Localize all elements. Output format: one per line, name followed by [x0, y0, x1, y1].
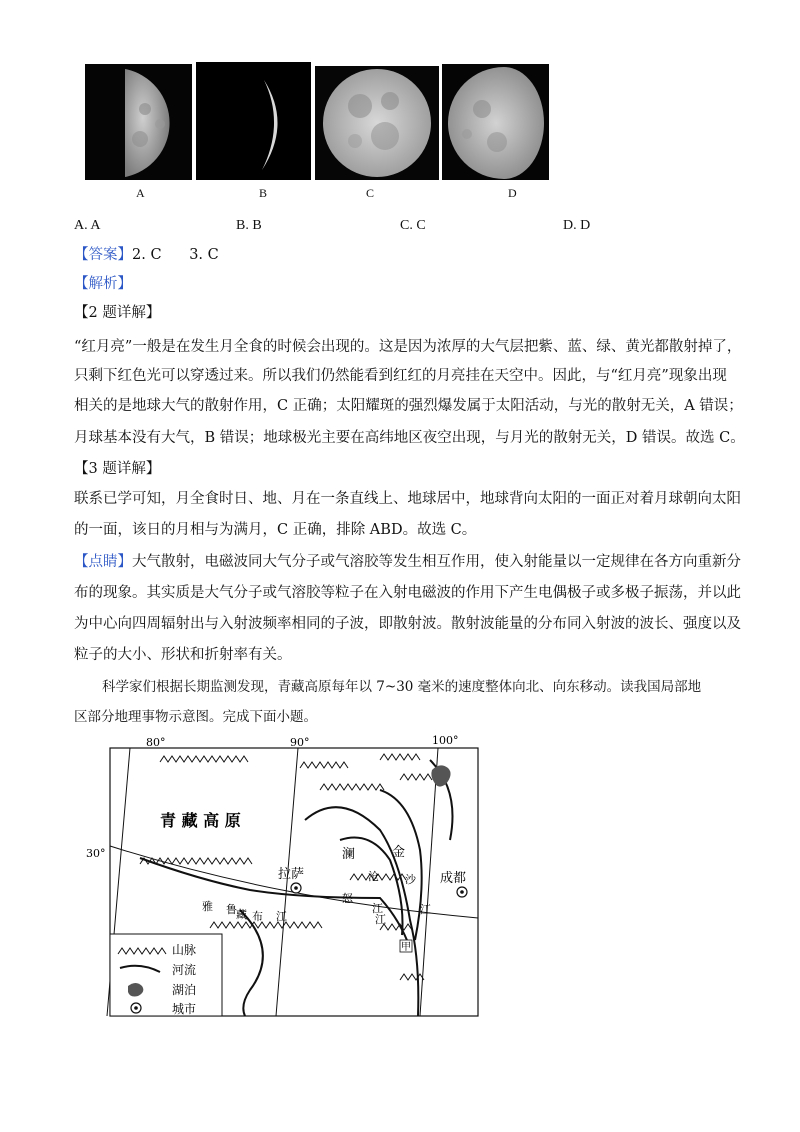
jia-marker: 甲	[401, 942, 411, 953]
moon-a-graphic	[85, 64, 192, 180]
legend-lake: 湖泊	[172, 983, 197, 997]
geo-map	[80, 730, 500, 1030]
q3-line-1: 联系已学可知，月全食时日、地、月在一条直线上、地球居中，地球背向太阳的一面正对着月球朝向太阳	[74, 491, 741, 507]
legend-box	[110, 934, 222, 1016]
lancang-char-2: 沧	[368, 870, 379, 883]
lon-label-100: 100°	[432, 734, 459, 747]
lancang-char-1: 澜	[342, 847, 356, 862]
moon-image-a	[85, 64, 192, 180]
moon-image-d	[442, 64, 549, 180]
longitude-100	[420, 748, 438, 1016]
answer-line	[74, 244, 219, 266]
lancang-char-3: 江	[375, 913, 386, 926]
answer-tag: 【答案】	[74, 247, 132, 263]
intro-line-1: 科学家们根据长期监测发现，青藏高原每年以 7~30 毫米的速度整体向北、向东移动。读我国局部地	[102, 679, 702, 695]
moon-caption-a: A	[136, 186, 145, 200]
moon-image-c	[315, 66, 439, 180]
moon-b-graphic	[196, 62, 311, 180]
yarlung-char-5: 江	[276, 910, 287, 923]
yarlung-char-2: 鲁	[226, 903, 237, 916]
river-labels	[202, 844, 431, 926]
q2-line-2: 只剩下红色光可以穿透过来。所以我们仍然能看到红红的月亮挂在天空中。因此，与“红月亮”现象出现	[74, 368, 727, 384]
nu-char-1: 怒	[342, 892, 353, 905]
moon-caption-b: B	[259, 186, 268, 200]
moon-image-b	[196, 62, 311, 180]
plateau-label: 青 藏 高 原	[160, 811, 241, 830]
analysis-tag: 【解析】	[74, 276, 132, 292]
lon-label-80: 80°	[146, 736, 166, 749]
yarlung-char-4: 布	[252, 910, 263, 923]
intro-line-2: 区部分地理事物示意图。完成下面小题。	[74, 709, 317, 725]
legend-mountain: 山脉	[172, 943, 197, 957]
longitude-90	[276, 748, 298, 1016]
q2-heading: 【2 题详解】	[74, 305, 161, 321]
yarlung-char-3: 藏	[236, 908, 247, 921]
q2-line-1: “红月亮”一般是在发生月全食的时候会出现的。这是因为浓厚的大气层把紫、蓝、绿、黄光都散射掉了，	[74, 339, 742, 355]
chengdu-label: 成都	[440, 871, 467, 886]
option-c: C. C	[400, 218, 426, 233]
analysis-line	[74, 273, 132, 295]
moon-caption-d: D	[508, 186, 517, 200]
option-a: A. A	[74, 218, 101, 233]
note-text-1: 大气散射，电磁波同大气分子或气溶胶等发生相互作用，使入射能量以一定规律在各方向重新分	[132, 554, 741, 570]
moon-caption-c: C	[366, 186, 375, 200]
lon-label-90: 90°	[290, 736, 310, 749]
option-b: B. B	[236, 218, 262, 233]
note-line-2: 布的现象。其实质是大气分子或气溶胶等粒子在入射电磁波的作用下产生电偶极子或多极子振荡，并以此	[74, 585, 741, 601]
lat-label-30: 30°	[86, 847, 106, 860]
q3-line-2: 的一面，该日的月相与为满月，C 正确，排除 ABD。故选 C。	[74, 522, 477, 538]
note-line-4: 粒子的大小、形状和折射率有关。	[74, 647, 292, 663]
note-line-3: 为中心向四周辐射出与入射波频率相同的子波，即散射波。散射波能量的分布同入射波的波长、强度以及	[74, 616, 741, 632]
moon-d-graphic	[442, 64, 549, 180]
note-line-1	[74, 551, 741, 573]
jinsha-char-3: 江	[420, 903, 431, 916]
q3-heading: 【3 题详解】	[74, 461, 161, 477]
note-tag: 【点睛】	[74, 554, 132, 570]
jinsha-char-2: 沙	[405, 873, 416, 886]
answer-text: 2. C 3. C	[132, 247, 219, 263]
q2-line-4: 月球基本没有大气，B 错误；地球极光主要在高纬地区夜空出现，与月光的散射无关，D 错误。故选 C。	[74, 430, 745, 446]
yarlung-char-1: 雅	[202, 900, 213, 913]
lake-shape	[431, 765, 450, 786]
legend-river: 河流	[172, 963, 197, 977]
legend-city: 城市	[172, 1002, 197, 1016]
lhasa-label: 拉萨	[278, 867, 305, 882]
option-d: D. D	[563, 218, 591, 233]
q2-line-3: 相关的是地球大气的散射作用，C 正确；太阳耀斑的强烈爆发属于太阳活动，与光的散射无关，A 错误；	[74, 398, 743, 414]
jinsha-char-1: 金	[392, 845, 406, 860]
moon-c-graphic	[315, 66, 439, 180]
jinsha-river	[380, 790, 422, 940]
nu-char-2: 江	[372, 902, 383, 915]
